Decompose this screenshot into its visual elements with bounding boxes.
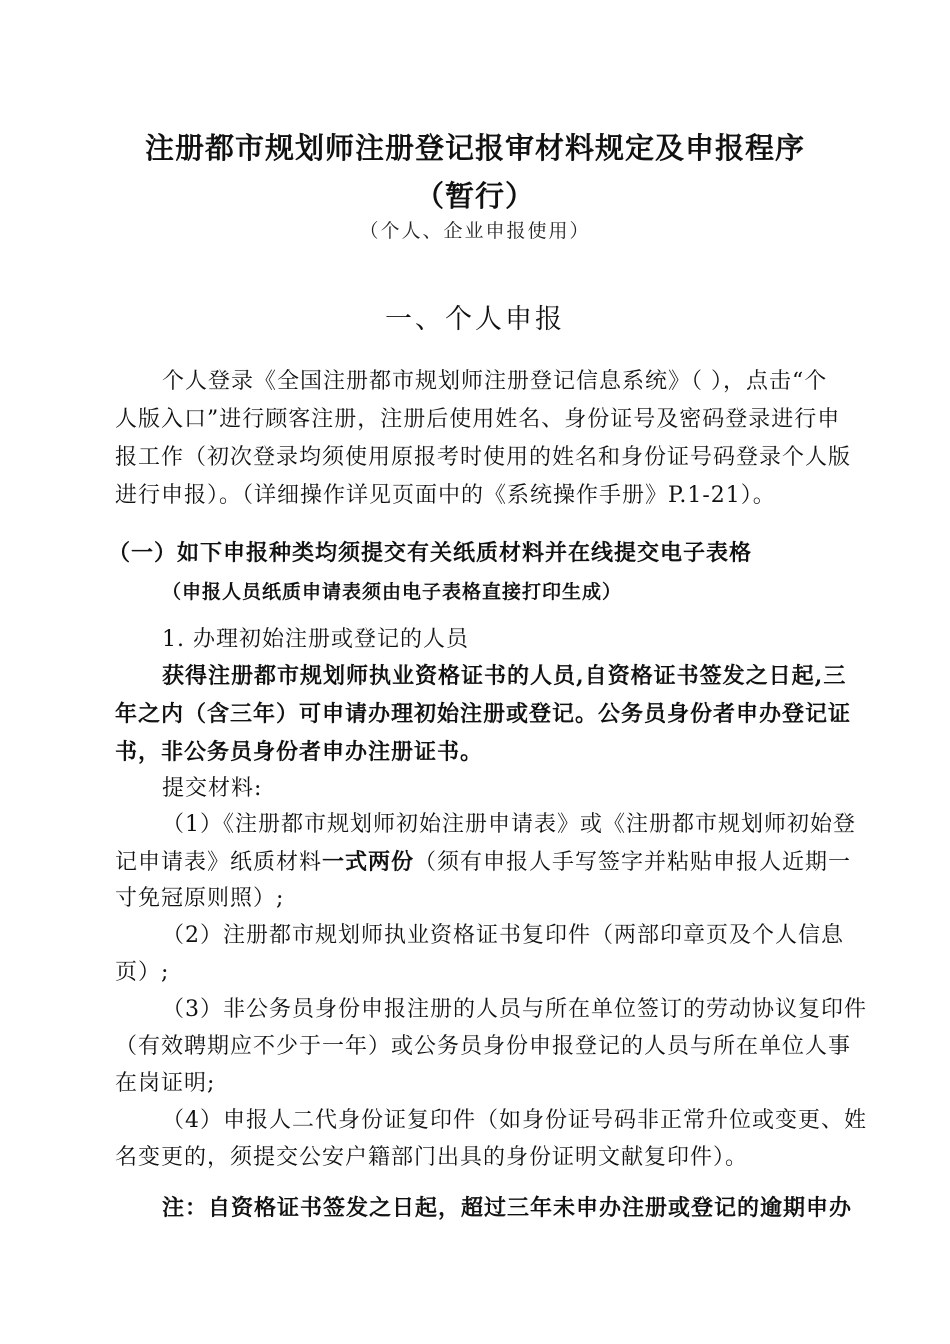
subsection-note: （申报人员纸质申请表须由电子表格直接打印生成） <box>162 581 623 603</box>
section-heading-individual: 一、个人申报 <box>385 304 565 335</box>
item-rule-line-2: 年之内（含三年）可申请办理初始注册或登记。公务员身份者申办登记证 <box>115 701 852 727</box>
material-1-copies: 一式两份 <box>322 849 415 875</box>
material-2-line-2: 页）; <box>115 960 170 985</box>
item-rule-line-1: 获得注册都市规划师执业资格证书的人员,自资格证书签发之日起,三 <box>162 663 847 689</box>
intro-line-2: 人版入口”进行顾客注册，注册后使用姓名、身份证号及密码登录进行申 <box>115 407 841 432</box>
document-title: 注册都市规划师注册登记报审材料规定及申报程序 <box>144 131 805 165</box>
material-1-text-a: 记申请表》纸质材料 <box>115 850 323 875</box>
material-1-text-b: （须有申报人手写签字并粘贴申报人近期一 <box>414 850 852 875</box>
material-1-line-3: 寸免冠原则照）; <box>115 886 285 911</box>
subsection-heading: （一）如下申报种类均须提交有关纸质材料并在线提交电子表格 <box>108 541 753 566</box>
intro-line-1: 个人登录《全国注册都市规划师注册登记信息系统》（ ），点击“个 <box>162 369 828 394</box>
materials-label: 提交材料: <box>162 776 263 801</box>
note-overdue: 注：自资格证书签发之日起，超过三年未申办注册或登记的逾期申办 <box>162 1195 853 1221</box>
material-4-line-2: 名变更的，须提交公安户籍部门出具的身份证明文献复印件）。 <box>115 1145 749 1170</box>
document-subtitle: （个人、企业申报使用） <box>359 220 591 242</box>
item-rule-line-3: 书，非公务员身份者申办注册证书。 <box>115 739 484 765</box>
document-title-provisional: （暂行） <box>414 179 535 213</box>
material-3-line-2: （有效聘期应不少于一年）或公务员身份申报登记的人员与所在单位人事 <box>115 1034 852 1059</box>
material-1-line-2 <box>115 847 851 878</box>
intro-line-4: 进行申报）。（详细操作详见页面中的《系统操作手册》P.1-21）。 <box>115 483 776 508</box>
material-4-line-1: （4）申报人二代身份证复印件（如身份证号码非正常升位或变更、姓 <box>162 1108 867 1133</box>
material-3-line-3: 在岗证明; <box>115 1071 216 1096</box>
material-3-line-1: （3）非公务员身份申报注册的人员与所在单位签订的劳动协议复印件 <box>162 997 867 1022</box>
intro-line-3: 报工作（初次登录均须使用原报考时使用的姓名和身份证号码登录个人版 <box>115 445 852 470</box>
item-heading-initial-registration: 1. 办理初始注册或登记的人员 <box>162 627 469 652</box>
material-1-line-1: （1）《注册都市规划师初始注册申请表》或《注册都市规划师初始登 <box>162 812 856 837</box>
material-2-line-1: （2）注册都市规划师执业资格证书复印件（两部印章页及个人信息 <box>162 923 844 948</box>
